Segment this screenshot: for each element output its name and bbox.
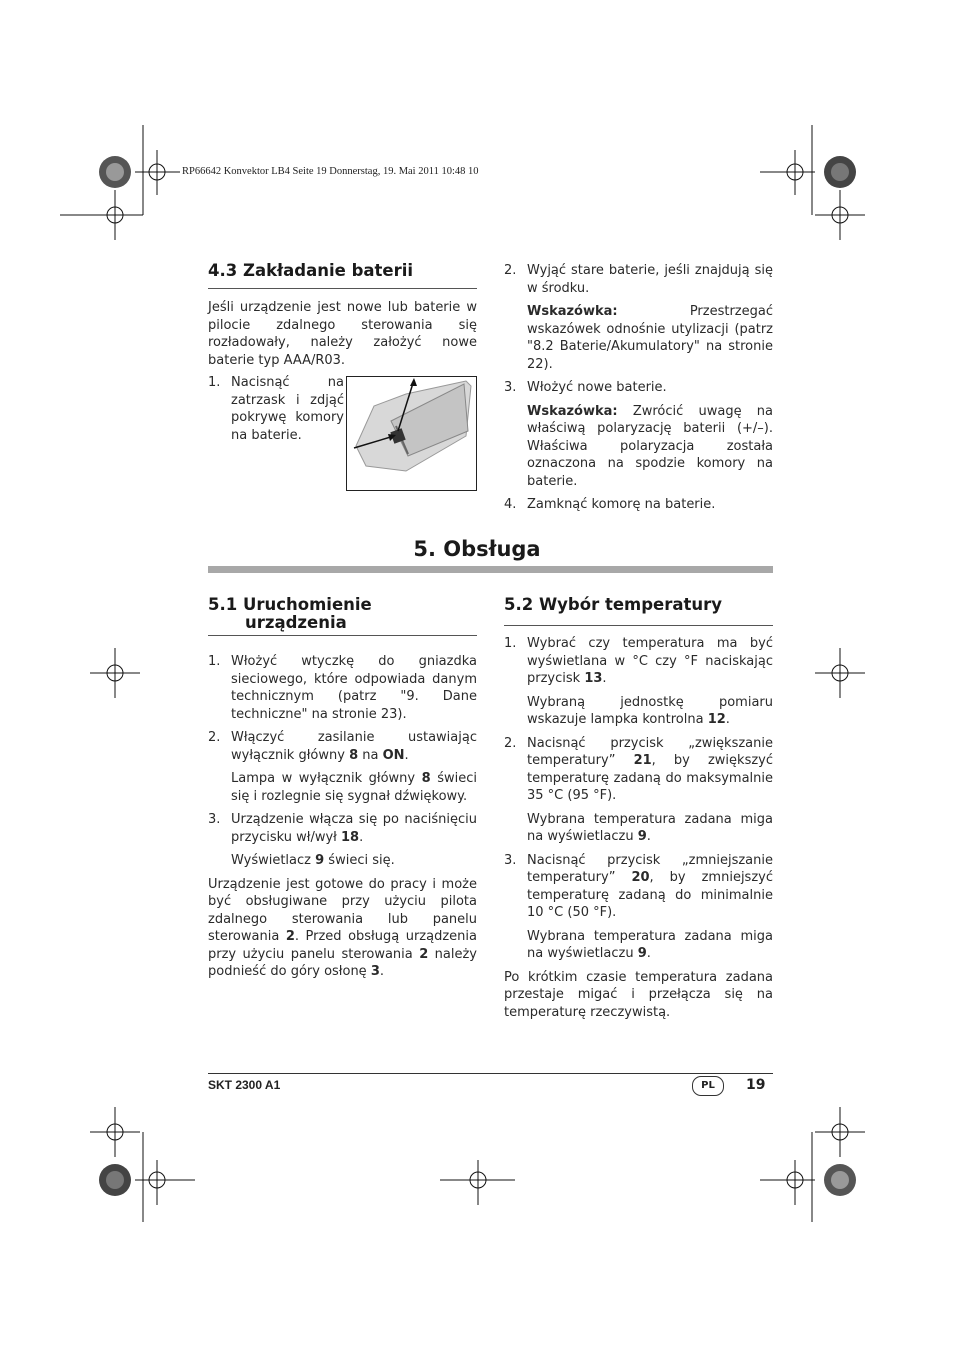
- note-paragraph: Wybraną jednostkę pomiaru wskazuje lampka kontrolna 12.: [527, 694, 773, 727]
- list-item: 3. Urządzenie włącza się po naciśnięciu przycisku wł/wył 18.: [208, 812, 477, 845]
- section-5-2-body: [504, 635, 773, 1021]
- list-item: 3. Nacisnąć przycisk „zmniejszanie temperatury” 20, by zmniejszyć temperaturę zadaną do minimalnie 10 °C (50 °F).: [504, 852, 773, 920]
- section-heading: 4.3 Zakładanie baterii: [208, 261, 414, 280]
- chapter-title-bar: [208, 566, 773, 573]
- section-4-3-left: [208, 262, 477, 280]
- footer-rule: [208, 1073, 773, 1074]
- note-paragraph: Lampa w wyłącznik główny 8 świeci się i rozlegnie się sygnał dźwiękowy.: [231, 771, 477, 804]
- list-item: 1. Wybrać czy temperatura ma być wyświetlana w °C czy °F naciskając przycisk 13.: [504, 636, 773, 686]
- chapter-title: 5. Obsługa: [413, 537, 541, 561]
- note-paragraph: Wybrana temperatura zadana miga na wyświetlaczu 9.: [527, 928, 773, 961]
- heading-rule: [504, 625, 773, 626]
- note-paragraph: Wybrana temperatura zadana miga na wyświetlaczu 9.: [527, 811, 773, 844]
- language-badge: PL: [692, 1076, 724, 1096]
- intro-paragraph: Jeśli urządzenie jest nowe lub baterie w pilocie zdalnego sterowania się rozładowały, należy założyć nowe baterie typ AAA/R03.: [208, 300, 477, 368]
- battery-compartment-illustration: [346, 376, 477, 491]
- list-item: 2. Nacisnąć przycisk „zwiększanie temperatury” 21, by zwiększyć temperaturę zadaną do maksymalnie 35 °C (95 °F).: [504, 735, 774, 803]
- list-item: 2. Włączyć zasilanie ustawiając wyłącznik główny 8 na ON.: [208, 730, 477, 763]
- note-paragraph: Wskazówka: Przestrzegać wskazówek odnośnie utylizacji (patrz "8.2 Baterie/Akumulatory" na stronie 22).: [527, 304, 773, 372]
- page-number: 19: [746, 1077, 766, 1093]
- list-item: 1. Nacisnąć na zatrzask i zdjąć pokrywę komory na baterie.: [208, 375, 344, 443]
- list-item: 3. Włożyć nowe baterie.: [504, 380, 667, 395]
- section-5-1-body: [208, 653, 477, 981]
- list-item: 1. Włożyć wtyczkę do gniazdka sieciowego, które odpowiada danym technicznym (patrz "9. Dane techniczne" na stronie 23).: [208, 654, 477, 722]
- list-item: 4. Zamknąć komorę na baterie.: [504, 497, 716, 512]
- heading-rule: [208, 635, 477, 636]
- heading-rule: [208, 288, 477, 289]
- section-5-1-heading: 5.1 Uruchomienie urządzenia: [208, 595, 372, 632]
- section-4-3-right: [504, 262, 773, 514]
- note-paragraph: Wyświetlacz 9 świeci się.: [231, 853, 395, 868]
- note-paragraph: Wskazówka: Zwrócić uwagę na właściwą polaryzację baterii (+/–). Właściwa polaryzacja została oznaczona na spodzie komory na baterie.: [527, 403, 773, 489]
- list-item: 2. Wyjąć stare baterie, jeśli znajdują się w środku.: [504, 263, 773, 296]
- print-header: RP66642 Konvektor LB4 Seite 19 Donnerstag, 19. Mai 2011 10:48 10: [182, 166, 479, 177]
- footer-model: SKT 2300 A1: [208, 1078, 281, 1092]
- outro-paragraph: Urządzenie jest gotowe do pracy i może być obsługiwane przy użyciu pilota zdalnego sterowania lub panelu sterowania 2. Przed obsługą urządzenia przy użyciu panelu sterowania 2 należy podnieść do góry osłonę 3.: [208, 876, 477, 979]
- section-5-2-heading: 5.2 Wybór temperatury: [504, 595, 723, 614]
- outro-paragraph: Po krótkim czasie temperatura zadana przestaje migać i przełącza się na temperaturę rzeczywistą.: [504, 969, 773, 1020]
